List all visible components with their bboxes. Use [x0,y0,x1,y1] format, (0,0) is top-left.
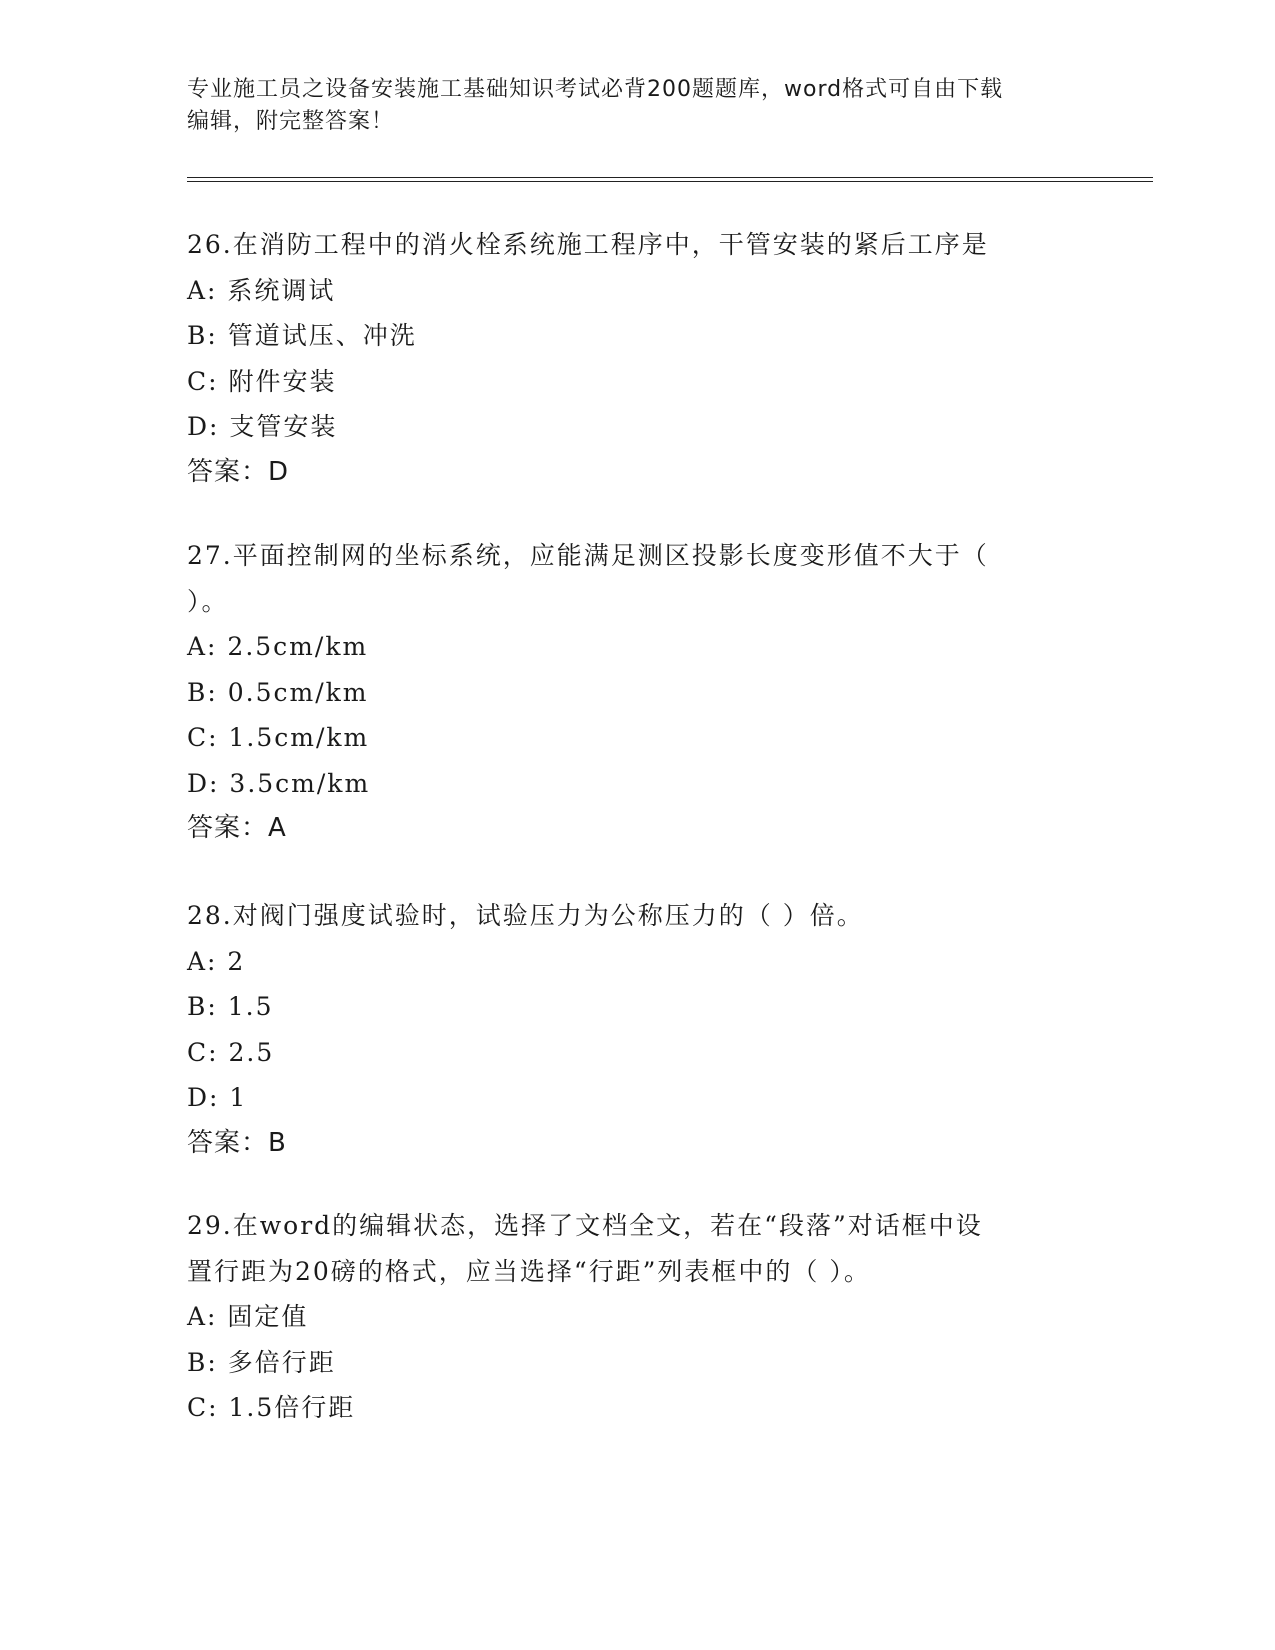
option-b: B: 管道试压、冲洗 [187,321,417,350]
answer: 答案：A [187,813,287,843]
question-stem-continued: ）。 [187,586,229,616]
question-27 [187,533,1087,852]
option-a: A: 2.5cm/km [187,632,369,661]
option-c: C: 1.5倍行距 [187,1393,356,1422]
option-c: C: 2.5 [187,1037,275,1067]
question-stem: 27.平面控制网的坐标系统，应能满足测区投影长度变形值不大于（ [187,541,989,570]
option-d: D: 1 [187,1083,248,1112]
question-stem: 29.在word的编辑状态，选择了文档全文，若在“段落”对话框中设 [187,1211,983,1240]
header-title-line-1: 专业施工员之设备安装施工基础知识考试必背200题题库，word格式可自由下载 [187,77,1004,102]
header-divider [187,177,1153,182]
question-26 [187,222,1087,495]
question-stem: 28.对阀门强度试验时，试验压力为公称压力的（ ）倍。 [187,901,864,930]
option-b: B: 0.5cm/km [187,677,369,707]
question-28 [187,893,1087,1166]
option-c: C: 附件安装 [187,366,337,396]
option-b: B: 1.5 [187,992,274,1021]
option-d: D: 支管安装 [187,412,338,441]
option-b: B: 多倍行距 [187,1347,336,1377]
question-stem: 26.在消防工程中的消火栓系统施工程序中，干管安装的紧后工序是 [187,230,989,259]
document-header [187,74,1087,138]
header-title-line-2: 编辑，附完整答案！ [187,109,395,134]
answer: 答案：D [187,456,290,487]
question-29 [187,1203,1087,1431]
answer: 答案：B [187,1127,287,1158]
option-a: A: 2 [187,946,246,976]
option-a: A: 系统调试 [187,275,336,305]
option-d: D: 3.5cm/km [187,768,371,798]
option-a: A: 固定值 [187,1302,309,1331]
question-stem-continued: 置行距为20磅的格式，应当选择“行距”列表框中的（ ）。 [187,1256,871,1286]
option-c: C: 1.5cm/km [187,723,370,752]
